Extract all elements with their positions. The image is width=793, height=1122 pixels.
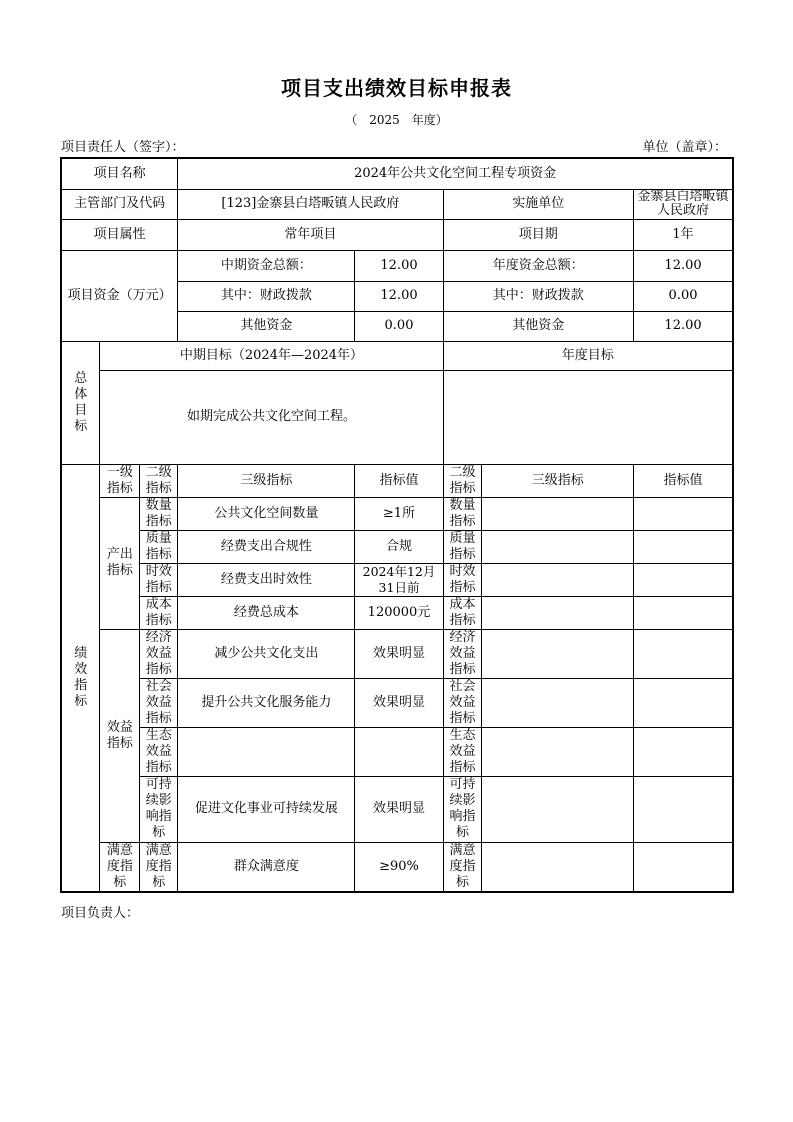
level2-cell: 社会效益指标 bbox=[140, 678, 178, 727]
level3-cell: 提升公共文化服务能力 bbox=[178, 678, 355, 727]
level3-cell bbox=[178, 727, 355, 776]
mid-other-value: 0.00 bbox=[355, 311, 443, 341]
value-cell: ≥1所 bbox=[355, 497, 443, 530]
value-cell: 120000元 bbox=[355, 596, 443, 629]
mid-goal-header: 中期目标（2024年—2024年） bbox=[100, 341, 443, 370]
funds-label: 项目资金（万元） bbox=[61, 250, 178, 341]
fiscal-year: （ 2025 年度） bbox=[345, 113, 448, 127]
table-row bbox=[61, 596, 733, 629]
project-leader-label: 项目负责人： bbox=[61, 906, 140, 921]
year-other-label: 其他资金 bbox=[443, 311, 634, 341]
level3-cell: 经费支出时效性 bbox=[178, 563, 355, 596]
year-level2-cell: 可持续影响指标 bbox=[443, 776, 482, 842]
col-value-year: 指标值 bbox=[634, 464, 733, 497]
level3-cell: 经费总成本 bbox=[178, 596, 355, 629]
year-fiscal-value: 0.00 bbox=[634, 281, 733, 311]
table-row bbox=[61, 497, 733, 530]
year-level3-cell bbox=[482, 596, 634, 629]
year-level2-cell: 满意度指标 bbox=[443, 842, 482, 892]
indicators-label bbox=[61, 464, 100, 892]
table-row bbox=[61, 776, 733, 842]
level2-cell: 满意度指标 bbox=[140, 842, 178, 892]
level3-cell: 促进文化事业可持续发展 bbox=[178, 776, 355, 842]
level2-cell: 可持续影响指标 bbox=[140, 776, 178, 842]
col-level3: 三级指标 bbox=[178, 464, 355, 497]
year-level2-cell: 社会效益指标 bbox=[443, 678, 482, 727]
attribute-label: 项目属性 bbox=[61, 219, 178, 250]
year-level2-cell: 质量指标 bbox=[443, 530, 482, 563]
performance-target-table bbox=[60, 157, 734, 893]
mid-total-label: 中期资金总额： bbox=[178, 250, 355, 281]
output-indicator-label: 产出指标 bbox=[100, 497, 140, 629]
year-total-label: 年度资金总额： bbox=[443, 250, 634, 281]
year-value-cell bbox=[634, 497, 733, 530]
overall-goal-label bbox=[61, 341, 100, 464]
mid-other-label: 其他资金 bbox=[178, 311, 355, 341]
year-level2-cell: 成本指标 bbox=[443, 596, 482, 629]
year-level3-cell bbox=[482, 678, 634, 727]
benefit-indicator-label: 效益指标 bbox=[100, 629, 140, 842]
project-name-label: 项目名称 bbox=[61, 158, 178, 189]
mid-fiscal-label: 其中：财政拨款 bbox=[178, 281, 355, 311]
year-level2-cell: 经济效益指标 bbox=[443, 629, 482, 678]
unit-seal-label: 单位（盖章）： bbox=[642, 140, 727, 155]
year-level3-cell bbox=[482, 842, 634, 892]
overall-goal-text: 总体目标 bbox=[74, 370, 88, 434]
row-goals-header bbox=[61, 341, 733, 370]
page-title: 项目支出绩效目标申报表 bbox=[281, 76, 512, 100]
level3-cell: 公共文化空间数量 bbox=[178, 497, 355, 530]
level3-cell: 减少公共文化支出 bbox=[178, 629, 355, 678]
year-level3-cell bbox=[482, 727, 634, 776]
row-funds-total bbox=[61, 250, 733, 281]
year-value-cell bbox=[634, 596, 733, 629]
mid-goal-text: 如期完成公共文化空间工程。 bbox=[100, 370, 443, 464]
year-level3-cell bbox=[482, 497, 634, 530]
year-value-cell bbox=[634, 629, 733, 678]
year-total-value: 12.00 bbox=[634, 250, 733, 281]
value-cell: 2024年12月31日前 bbox=[355, 563, 443, 596]
value-cell: 效果明显 bbox=[355, 776, 443, 842]
col-value: 指标值 bbox=[355, 464, 443, 497]
responsible-signature-label: 项目责任人（签字）： bbox=[61, 140, 185, 155]
department-value: [123]金寨县白塔畈镇人民政府 bbox=[178, 189, 443, 219]
implementing-unit-label: 实施单位 bbox=[443, 189, 634, 219]
year-level2-cell: 生态效益指标 bbox=[443, 727, 482, 776]
value-cell bbox=[355, 727, 443, 776]
value-cell: 效果明显 bbox=[355, 678, 443, 727]
year-level3-cell bbox=[482, 530, 634, 563]
col-level1: 一级指标 bbox=[100, 464, 140, 497]
year-value-cell bbox=[634, 776, 733, 842]
level2-cell: 时效指标 bbox=[140, 563, 178, 596]
col-level3-year: 三级指标 bbox=[482, 464, 634, 497]
year-value-cell bbox=[634, 563, 733, 596]
year-value-cell bbox=[634, 530, 733, 563]
table-row bbox=[61, 629, 733, 678]
table-row bbox=[61, 563, 733, 596]
year-level3-cell bbox=[482, 629, 634, 678]
implementing-unit-value: 金寨县白塔畈镇人民政府 bbox=[634, 189, 733, 219]
year-value-cell bbox=[634, 678, 733, 727]
year-level2-cell: 数量指标 bbox=[443, 497, 482, 530]
row-goals-content bbox=[61, 370, 733, 464]
project-name-value: 2024年公共文化空间工程专项资金 bbox=[178, 158, 733, 189]
department-label: 主管部门及代码 bbox=[61, 189, 178, 219]
table-row bbox=[61, 727, 733, 776]
value-cell: 效果明显 bbox=[355, 629, 443, 678]
col-level2: 二级指标 bbox=[140, 464, 178, 497]
level2-cell: 经济效益指标 bbox=[140, 629, 178, 678]
year-level3-cell bbox=[482, 776, 634, 842]
value-cell: ≥90% bbox=[355, 842, 443, 892]
year-value-cell bbox=[634, 842, 733, 892]
col-level2-year: 二级指标 bbox=[443, 464, 482, 497]
value-cell: 合规 bbox=[355, 530, 443, 563]
year-level3-cell bbox=[482, 563, 634, 596]
period-value: 1年 bbox=[634, 219, 733, 250]
attribute-value: 常年项目 bbox=[178, 219, 443, 250]
row-indicator-header bbox=[61, 464, 733, 497]
level2-cell: 质量指标 bbox=[140, 530, 178, 563]
year-goal-header: 年度目标 bbox=[443, 341, 733, 370]
mid-total-value: 12.00 bbox=[355, 250, 443, 281]
level2-cell: 生态效益指标 bbox=[140, 727, 178, 776]
indicators-label-text: 绩效指标 bbox=[74, 645, 88, 709]
table-row bbox=[61, 678, 733, 727]
year-level2-cell: 时效指标 bbox=[443, 563, 482, 596]
row-project-name bbox=[61, 158, 733, 189]
year-goal-text bbox=[443, 370, 733, 464]
mid-fiscal-value: 12.00 bbox=[355, 281, 443, 311]
level2-cell: 成本指标 bbox=[140, 596, 178, 629]
year-fiscal-label: 其中：财政拨款 bbox=[443, 281, 634, 311]
level3-cell: 经费支出合规性 bbox=[178, 530, 355, 563]
table-row bbox=[61, 530, 733, 563]
period-label: 项目期 bbox=[443, 219, 634, 250]
satisfaction-indicator-label: 满意度指标 bbox=[100, 842, 140, 892]
year-other-value: 12.00 bbox=[634, 311, 733, 341]
level2-cell: 数量指标 bbox=[140, 497, 178, 530]
level3-cell: 群众满意度 bbox=[178, 842, 355, 892]
table-row bbox=[61, 842, 733, 892]
row-department bbox=[61, 189, 733, 219]
year-value-cell bbox=[634, 727, 733, 776]
row-attribute bbox=[61, 219, 733, 250]
